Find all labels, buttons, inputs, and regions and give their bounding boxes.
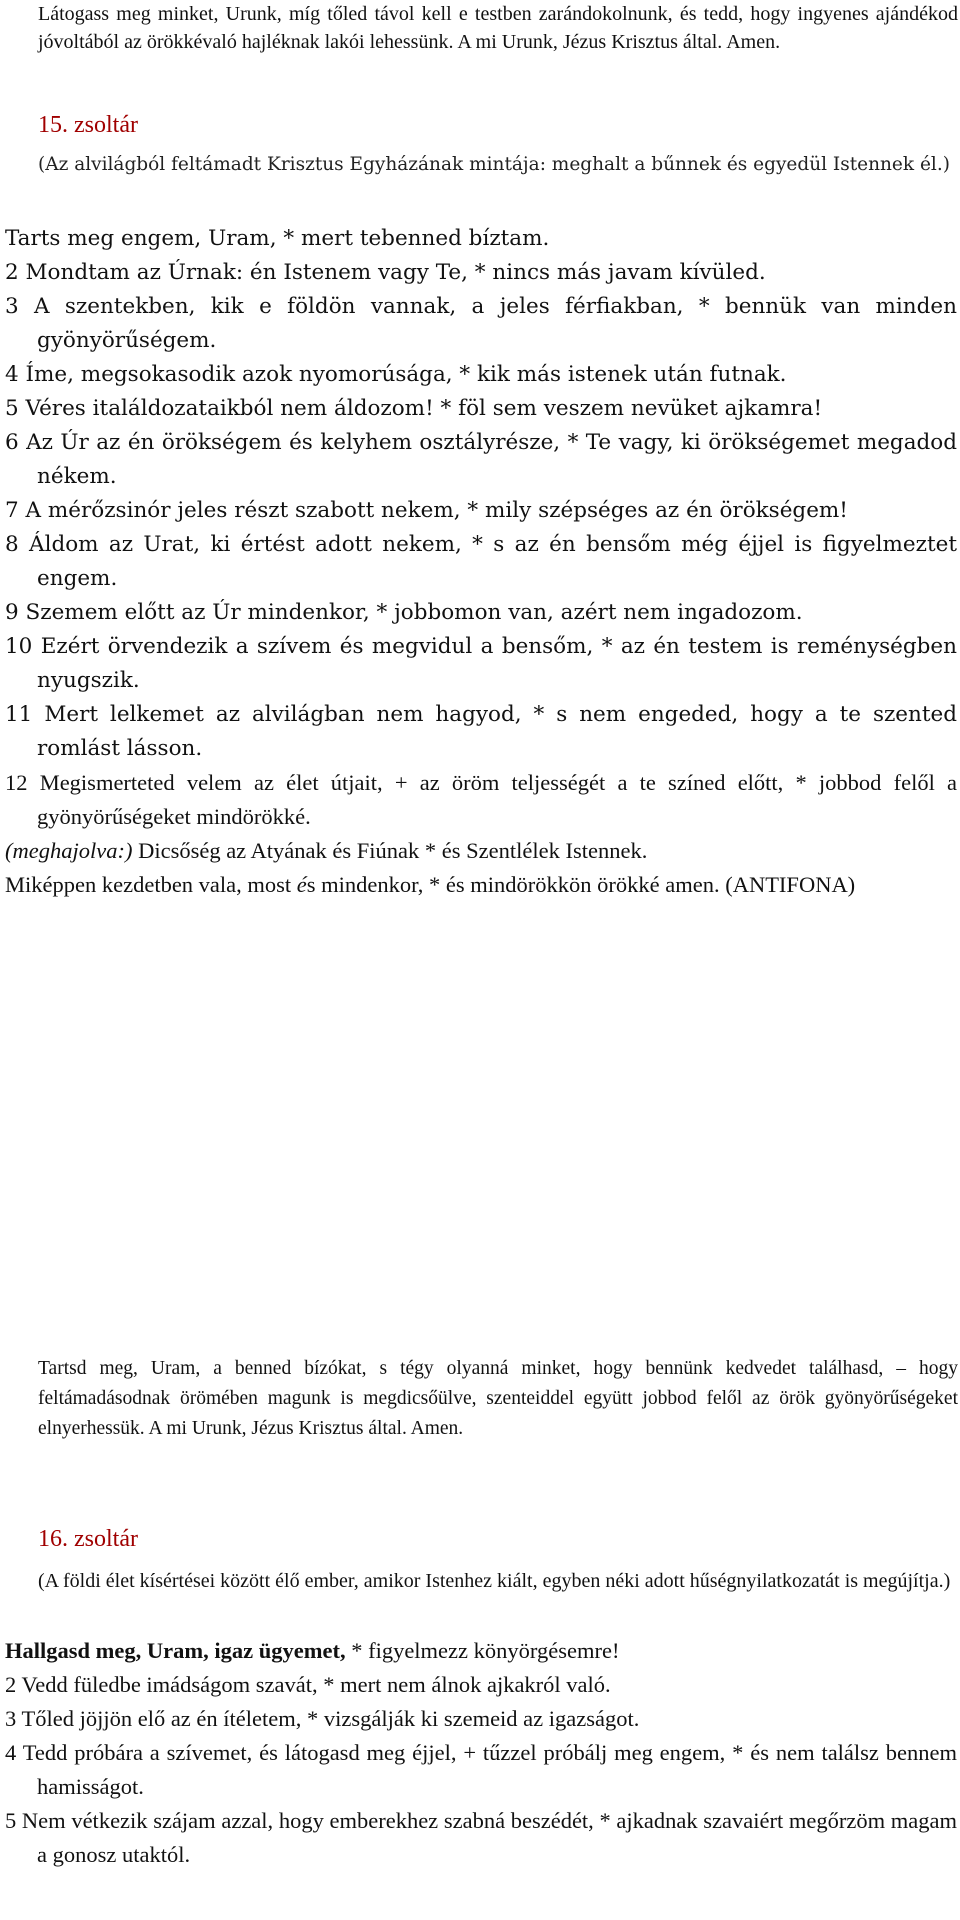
verse-9: 9 Szemem előtt az Úr mindenkor, * jobbomon van, azért nem ingadozom. — [5, 600, 803, 625]
verse-8: 8 Áldom az Urat, ki értést adott nekem, * s az én bensőm még éjjel is figyelmeztet engem. — [5, 532, 957, 591]
verse-3: 3 A szentekben, kik e földön vannak, a jeles férfiakban, * bennük van minden gyönyörűségem. — [5, 294, 957, 353]
closing-prayer-top: Látogass meg minket, Urunk, míg tőled távol kell e testben zarándokolnunk, és tedd, hogy ingyenes ajándékod jóvoltából az örökkévaló hajléknak lakói lehessünk. A mi Urunk, Jézus Krisztus által. Amen. — [38, 3, 958, 53]
verse-12: 12 Megismerteted velem az élet útjait, + az öröm teljességét a te színed előtt, * jobbod felől a gyönyörűségeket mindörökké. — [5, 770, 958, 829]
verse-6: 6 Az Úr az én örökségem és kelyhem osztályrésze, * Te vagy, ki örökségemet megadod nékem. — [5, 430, 957, 489]
verse-10: 10 Ezért örvendezik a szívem és megvidul a bensőm, * az én testem is reménységben nyugszik. — [5, 634, 957, 693]
psalm-16-title: 16. zsoltár — [38, 1526, 138, 1552]
verse-11: 11 Mert lelkemet az alvilágban nem hagyod, * s nem engeded, hogy a te szented romlást lásson. — [5, 702, 958, 761]
verse-2: 2 Mondtam az Úrnak: én Istenem vagy Te, * nincs más javam kívüled. — [5, 260, 766, 285]
verse-1: Hallgasd meg, Uram, igaz ügyemet, * figyelmezz könyörgésemre! — [5, 1638, 620, 1663]
verse-5: 5 Nem vétkezik szájam azzal, hogy emberekhez szabná beszédét, * ajkadnak szavaiért megőrzöm magam a gonosz utaktól. — [5, 1808, 957, 1867]
psalm-16-verses — [5, 1634, 957, 1872]
verse-7: 7 A mérőzsinór jeles részt szabott nekem, * mily szépséges az én örökségem! — [5, 498, 848, 523]
closing-prayer-mid: Tartsd meg, Uram, a benned bízókat, s tégy olyanná minket, hogy bennünk kedvedet találhasd, – hogy feltámadásodnak örömében magunk is megdicsőülve, szenteiddel együtt jobbod felől az örök gyönyörűségeket elnyerhessük. A mi Urunk, Jézus Krisztus által. Amen. — [38, 1358, 958, 1439]
verse-5: 5 Véres italáldozataikból nem áldozom! * föl sem veszem nevüket ajkamra! — [5, 396, 823, 421]
verse-2: 2 Vedd füledbe imádságom szavát, * mert nem álnok ajkakról való. — [5, 1672, 611, 1697]
verse-4: 4 Tedd próbára a szívemet, és látogasd meg éjjel, + tűzzel próbálj meg engem, * és nem találsz bennem hamisságot. — [5, 1740, 958, 1799]
doxology-2: Miképpen kezdetben vala, most és mindenkor, * és mindörökkön örökké amen. (ANTIFONA) — [5, 872, 856, 897]
psalm-16-subtitle: (A földi élet kísértései között élő ember, amikor Istenhez kiált, egyben néki adott hűségnyilatkozatát is megújítja.) — [38, 1570, 951, 1592]
verse-3: 3 Tőled jöjjön elő az én ítéletem, * vizsgálják ki szemeid az igazságot. — [5, 1706, 640, 1731]
psalm-15-subtitle: (Az alvilágból feltámadt Krisztus Egyházának mintája: meghalt a bűnnek és egyedül Istennek él.) — [38, 154, 950, 175]
verse-1: Tarts meg engem, Uram, * mert tebenned bíztam. — [5, 226, 550, 251]
doxology-1: (meghajolva:) Dicsőség az Atyának és Fiúnak * és Szentlélek Istennek. — [5, 838, 648, 863]
psalm-15-verses — [5, 222, 957, 902]
psalm-15-title: 15. zsoltár — [38, 112, 138, 138]
verse-4: 4 Íme, megsokasodik azok nyomorúsága, * kik más istenek után futnak. — [5, 362, 787, 387]
